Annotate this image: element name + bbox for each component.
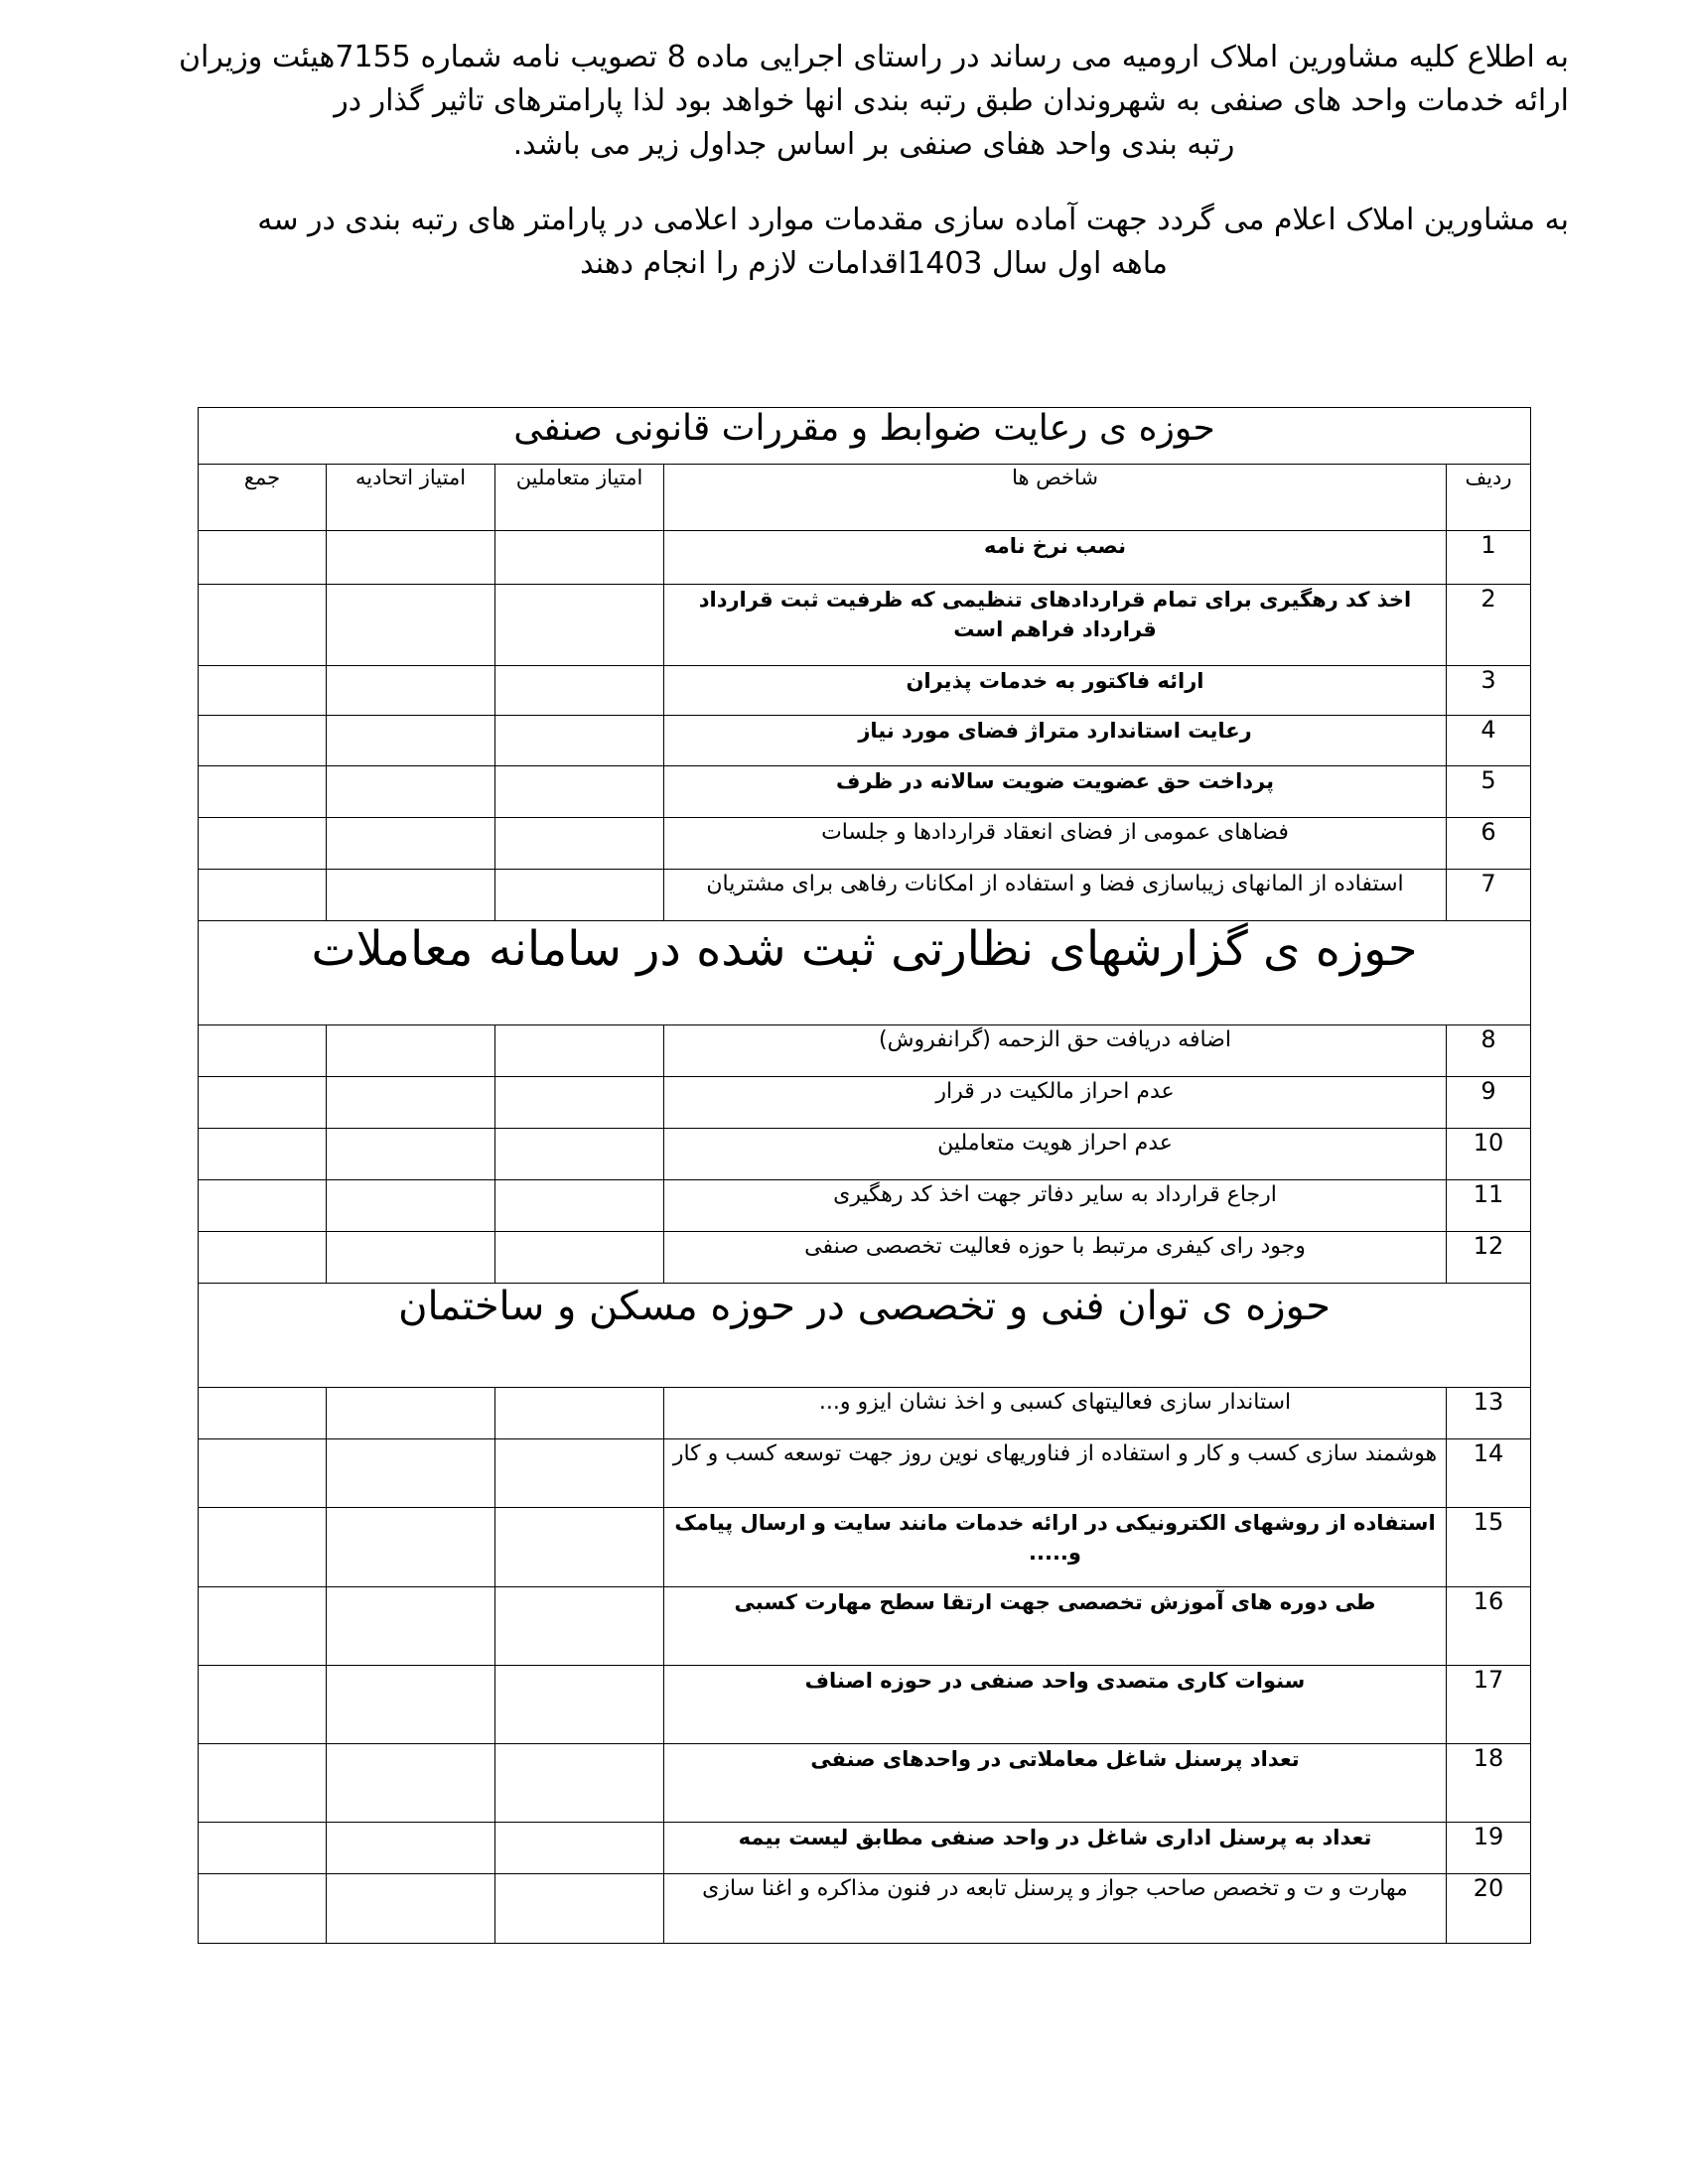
indicator-text: استاندار سازی فعالیتهای کسبی و اخذ نشان ایزو و... bbox=[664, 1388, 1447, 1439]
transactors-score-cell bbox=[495, 766, 664, 818]
table-row bbox=[199, 1587, 1531, 1666]
table-row bbox=[199, 1077, 1531, 1129]
intro-paragraph-1-text: به اطلاع کلیه مشاورین املاک ارومیه می رساند در راستای اجرایی ماده 8 تصویب نامه شماره 7155هیئت وزیران ارائه خدمات واحد های صنفی به شهروندان طبق رتبه بندی انها خواهد بود لذا پارامترهای تاثیر گذار در bbox=[179, 40, 1569, 118]
section-title-row bbox=[199, 1284, 1531, 1388]
indicator-text: اضافه دریافت حق الزحمه (گرانفروش) bbox=[664, 1025, 1447, 1077]
indicator-text: تعداد پرسنل شاغل معاملاتی در واحدهای صنفی bbox=[664, 1744, 1447, 1823]
total-cell bbox=[199, 716, 327, 766]
row-number: 5 bbox=[1447, 766, 1531, 818]
row-number: 9 bbox=[1447, 1077, 1531, 1129]
table-row bbox=[199, 1180, 1531, 1232]
union-score-cell bbox=[327, 1129, 495, 1180]
total-cell bbox=[199, 531, 327, 585]
table-row bbox=[199, 531, 1531, 585]
table-row bbox=[199, 666, 1531, 716]
row-number: 15 bbox=[1447, 1508, 1531, 1587]
union-score-cell bbox=[327, 1439, 495, 1508]
section-1-title: حوزه ی رعایت ضوابط و مقررات قانونی صنفی bbox=[199, 408, 1531, 465]
row-number: 16 bbox=[1447, 1587, 1531, 1666]
table-row bbox=[199, 1232, 1531, 1284]
transactors-score-cell bbox=[495, 1025, 664, 1077]
transactors-score-cell bbox=[495, 1077, 664, 1129]
transactors-score-cell bbox=[495, 1439, 664, 1508]
indicator-text: طی دوره های آموزش تخصصی جهت ارتقا سطح مهارت کسبی bbox=[664, 1587, 1447, 1666]
union-score-cell bbox=[327, 1025, 495, 1077]
row-number: 10 bbox=[1447, 1129, 1531, 1180]
header-transactors-score: امتیاز متعاملین bbox=[495, 465, 664, 531]
section-3-title: حوزه ی توان فنی و تخصصی در حوزه مسکن و ساختمان bbox=[199, 1284, 1531, 1388]
total-cell bbox=[199, 870, 327, 921]
section-title-row bbox=[199, 408, 1531, 465]
table-row bbox=[199, 870, 1531, 921]
indicator-text: نصب نرخ نامه bbox=[664, 531, 1447, 585]
table-row bbox=[199, 1439, 1531, 1508]
transactors-score-cell bbox=[495, 1129, 664, 1180]
union-score-cell bbox=[327, 766, 495, 818]
total-cell bbox=[199, 1025, 327, 1077]
transactors-score-cell bbox=[495, 1666, 664, 1744]
indicator-text: فضاهای عمومی از فضای انعقاد قراردادها و جلسات bbox=[664, 818, 1447, 870]
table-row bbox=[199, 1744, 1531, 1823]
union-score-cell bbox=[327, 1823, 495, 1874]
header-row-number: ردیف bbox=[1447, 465, 1531, 531]
table-row bbox=[199, 1874, 1531, 1944]
indicator-text: وجود رای کیفری مرتبط با حوزه فعالیت تخصصی صنفی bbox=[664, 1232, 1447, 1284]
intro-paragraph-2-last-line: ماهه اول سال 1403اقدامات لازم را انجام دهند bbox=[580, 246, 1168, 281]
total-cell bbox=[199, 1744, 327, 1823]
total-cell bbox=[199, 1508, 327, 1587]
transactors-score-cell bbox=[495, 585, 664, 666]
union-score-cell bbox=[327, 1874, 495, 1944]
total-cell bbox=[199, 1077, 327, 1129]
table-row bbox=[199, 818, 1531, 870]
transactors-score-cell bbox=[495, 531, 664, 585]
total-cell bbox=[199, 585, 327, 666]
indicator-text: مهارت و ت و تخصص صاحب جواز و پرسنل تابعه در فنون مذاکره و اغنا سازی bbox=[664, 1874, 1447, 1944]
transactors-score-cell bbox=[495, 666, 664, 716]
total-cell bbox=[199, 1587, 327, 1666]
indicator-text: اخذ کد رهگیری برای تمام قراردادهای تنظیمی که ظرفیت ثبت قرارداد قرارداد فراهم است bbox=[664, 585, 1447, 666]
table-row bbox=[199, 1129, 1531, 1180]
intro-paragraph-1-last-line: رتبه بندی واحد هفای صنفی بر اساس جداول زیر می باشد. bbox=[512, 127, 1235, 162]
indicator-text: سنوات کاری متصدی واحد صنفی در حوزه اصناف bbox=[664, 1666, 1447, 1744]
row-number: 4 bbox=[1447, 716, 1531, 766]
row-number: 12 bbox=[1447, 1232, 1531, 1284]
row-number: 8 bbox=[1447, 1025, 1531, 1077]
indicator-text: ارائه فاکتور به خدمات پذیران bbox=[664, 666, 1447, 716]
ranking-table bbox=[198, 407, 1531, 1944]
header-total: جمع bbox=[199, 465, 327, 531]
section-title-row bbox=[199, 921, 1531, 1025]
row-number: 17 bbox=[1447, 1666, 1531, 1744]
total-cell bbox=[199, 766, 327, 818]
union-score-cell bbox=[327, 1666, 495, 1744]
table-header-row bbox=[199, 465, 1531, 531]
total-cell bbox=[199, 1232, 327, 1284]
total-cell bbox=[199, 1823, 327, 1874]
union-score-cell bbox=[327, 1587, 495, 1666]
indicator-text: عدم احراز مالکیت در قرار bbox=[664, 1077, 1447, 1129]
total-cell bbox=[199, 1129, 327, 1180]
row-number: 19 bbox=[1447, 1823, 1531, 1874]
indicator-text: هوشمند سازی کسب و کار و استفاده از فناوریهای نوین روز جهت توسعه کسب و کار bbox=[664, 1439, 1447, 1508]
transactors-score-cell bbox=[495, 818, 664, 870]
section-2-title: حوزه ی گزارشهای نظارتی ثبت شده در سامانه معاملات bbox=[199, 921, 1531, 1025]
row-number: 3 bbox=[1447, 666, 1531, 716]
transactors-score-cell bbox=[495, 1180, 664, 1232]
union-score-cell bbox=[327, 716, 495, 766]
indicator-text: عدم احراز هویت متعاملین bbox=[664, 1129, 1447, 1180]
intro-paragraph-2 bbox=[179, 199, 1569, 286]
indicator-text: تعداد به پرسنل اداری شاغل در واحد صنفی مطابق لیست بیمه bbox=[664, 1823, 1447, 1874]
row-number: 11 bbox=[1447, 1180, 1531, 1232]
transactors-score-cell bbox=[495, 1508, 664, 1587]
table-row bbox=[199, 585, 1531, 666]
transactors-score-cell bbox=[495, 716, 664, 766]
total-cell bbox=[199, 1388, 327, 1439]
total-cell bbox=[199, 1666, 327, 1744]
indicator-text: استفاده از روشهای الکترونیکی در ارائه خدمات مانند سایت و ارسال پیامک و..... bbox=[664, 1508, 1447, 1587]
indicator-text: پرداخت حق عضویت ضویت سالانه در ظرف bbox=[664, 766, 1447, 818]
indicator-text: استفاده از المانهای زیباسازی فضا و استفاده از امکانات رفاهی برای مشتریان bbox=[664, 870, 1447, 921]
table-row bbox=[199, 1823, 1531, 1874]
transactors-score-cell bbox=[495, 1587, 664, 1666]
union-score-cell bbox=[327, 1744, 495, 1823]
table-row bbox=[199, 1666, 1531, 1744]
header-indicators: شاخص ها bbox=[664, 465, 1447, 531]
union-score-cell bbox=[327, 818, 495, 870]
union-score-cell bbox=[327, 1232, 495, 1284]
union-score-cell bbox=[327, 531, 495, 585]
transactors-score-cell bbox=[495, 1874, 664, 1944]
union-score-cell bbox=[327, 1388, 495, 1439]
union-score-cell bbox=[327, 1508, 495, 1587]
table-row bbox=[199, 1388, 1531, 1439]
total-cell bbox=[199, 666, 327, 716]
transactors-score-cell bbox=[495, 1823, 664, 1874]
transactors-score-cell bbox=[495, 1388, 664, 1439]
transactors-score-cell bbox=[495, 870, 664, 921]
row-number: 7 bbox=[1447, 870, 1531, 921]
total-cell bbox=[199, 1874, 327, 1944]
row-number: 18 bbox=[1447, 1744, 1531, 1823]
row-number: 2 bbox=[1447, 585, 1531, 666]
table-row bbox=[199, 766, 1531, 818]
indicator-text: ارجاع قرارداد به سایر دفاتر جهت اخذ کد رهگیری bbox=[664, 1180, 1447, 1232]
table-row bbox=[199, 1025, 1531, 1077]
indicator-text: رعایت استاندارد متراژ فضای مورد نیاز bbox=[664, 716, 1447, 766]
union-score-cell bbox=[327, 870, 495, 921]
total-cell bbox=[199, 1439, 327, 1508]
row-number: 6 bbox=[1447, 818, 1531, 870]
intro-paragraph-2-text: به مشاورین املاک اعلام می گردد جهت آماده سازی مقدمات موارد اعلامی در پارامتر های رتبه بندی در سه bbox=[257, 203, 1569, 237]
union-score-cell bbox=[327, 1180, 495, 1232]
intro-paragraph-1 bbox=[179, 36, 1569, 167]
union-score-cell bbox=[327, 585, 495, 666]
row-number: 13 bbox=[1447, 1388, 1531, 1439]
total-cell bbox=[199, 818, 327, 870]
total-cell bbox=[199, 1180, 327, 1232]
transactors-score-cell bbox=[495, 1744, 664, 1823]
union-score-cell bbox=[327, 666, 495, 716]
union-score-cell bbox=[327, 1077, 495, 1129]
row-number: 20 bbox=[1447, 1874, 1531, 1944]
table-row bbox=[199, 1508, 1531, 1587]
row-number: 1 bbox=[1447, 531, 1531, 585]
table-row bbox=[199, 716, 1531, 766]
row-number: 14 bbox=[1447, 1439, 1531, 1508]
transactors-score-cell bbox=[495, 1232, 664, 1284]
header-union-score: امتیاز اتحادیه bbox=[327, 465, 495, 531]
